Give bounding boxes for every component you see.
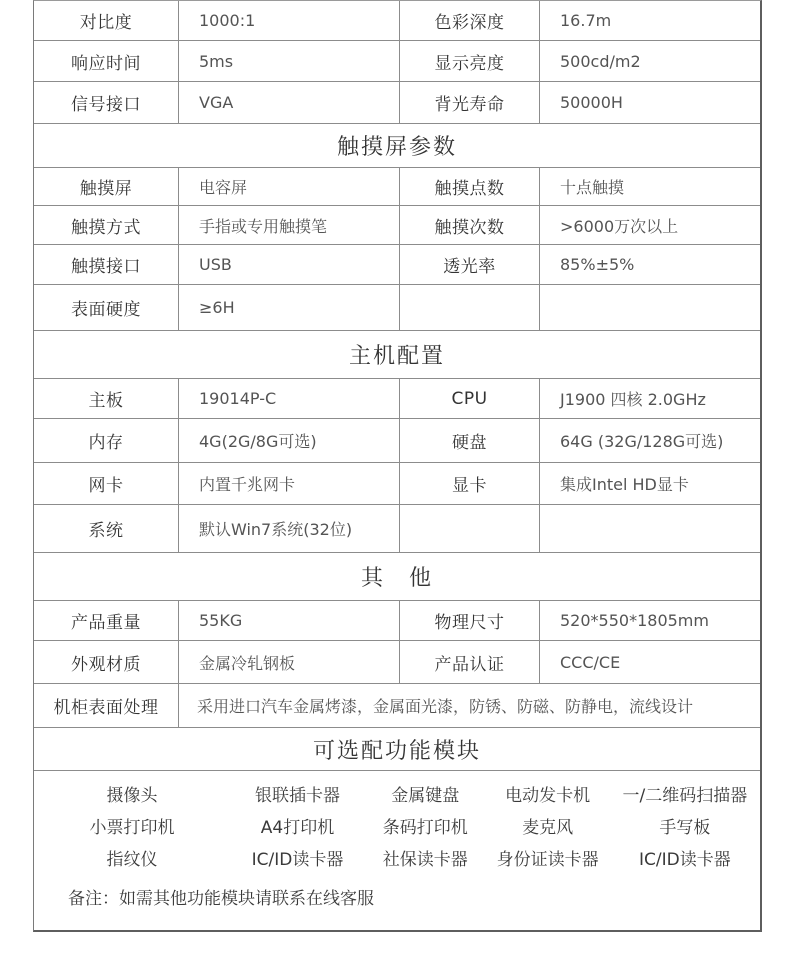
module-grid-row-3 xyxy=(34,841,760,873)
spec-label: 信号接口 xyxy=(71,95,141,115)
module-item: 小票打印机 xyxy=(89,817,175,838)
spec-row xyxy=(34,285,760,331)
spec-row xyxy=(34,245,760,285)
spec-value: 64G (32G/128G可选) xyxy=(539,419,760,462)
module-item: 指纹仪 xyxy=(106,849,158,870)
module-item: 社保读卡器 xyxy=(382,849,468,870)
spec-label: 主板 xyxy=(88,391,124,411)
section-title: 触摸屏参数 xyxy=(336,135,457,160)
spec-label: CPU xyxy=(399,379,539,418)
spec-value: CCC/CE xyxy=(539,641,760,683)
spec-label: 透光率 xyxy=(399,245,539,284)
spec-value: ≥6H xyxy=(178,285,399,330)
spec-value: 520*550*1805mm xyxy=(539,601,760,640)
spec-value: 内置千兆网卡 xyxy=(178,463,399,504)
spec-value: 金属冷轧钢板 xyxy=(178,641,399,683)
spec-label: 对比度 xyxy=(79,13,133,33)
spec-label: 触摸屏 xyxy=(79,179,133,199)
module-grid-row-1 xyxy=(34,777,760,809)
spec-label xyxy=(399,285,539,330)
spec-label: 系统 xyxy=(88,521,124,541)
spec-value: 500cd/m2 xyxy=(539,41,760,81)
module-item: 身份证读卡器 xyxy=(496,849,599,870)
spec-value: 5ms xyxy=(178,41,399,81)
spec-row xyxy=(34,206,760,245)
spec-row xyxy=(34,41,760,82)
module-item: A4打印机 xyxy=(260,817,335,838)
section-header-optional-modules xyxy=(34,728,760,771)
spec-row xyxy=(34,641,760,684)
spec-label: 内存 xyxy=(88,433,124,453)
spec-label: 硬盘 xyxy=(399,419,539,462)
spec-value xyxy=(539,505,760,552)
product-spec-table xyxy=(33,0,762,932)
spec-row xyxy=(34,168,760,206)
spec-row xyxy=(34,1,760,41)
spec-value: 19014P-C xyxy=(178,379,399,418)
section-title: 其 他 xyxy=(360,566,433,591)
spec-value: 电容屏 xyxy=(178,168,399,205)
spec-value: USB xyxy=(178,245,399,284)
module-item: IC/ID读卡器 xyxy=(638,849,731,870)
module-item: 条码打印机 xyxy=(382,817,468,838)
spec-row xyxy=(34,601,760,641)
spec-label: 背光寿命 xyxy=(399,82,539,123)
spec-value: 85%±5% xyxy=(539,245,760,284)
spec-value: >6000万次以上 xyxy=(539,206,760,244)
module-item: 金属键盘 xyxy=(391,785,460,806)
spec-label: 网卡 xyxy=(88,476,124,496)
spec-row xyxy=(34,419,760,463)
spec-value: 手指或专用触摸笔 xyxy=(178,206,399,244)
spec-value: 16.7m xyxy=(539,1,760,40)
module-item: 麦克风 xyxy=(522,817,574,838)
spec-row xyxy=(34,505,760,553)
spec-label: 产品认证 xyxy=(399,641,539,683)
spec-value: J1900 四核 2.0GHz xyxy=(539,379,760,418)
section-header-touchscreen xyxy=(34,124,760,168)
optional-modules-cell xyxy=(34,771,760,931)
spec-label: 外观材质 xyxy=(71,654,141,675)
spec-value: 55KG xyxy=(178,601,399,640)
spec-label: 表面硬度 xyxy=(71,300,141,320)
spec-label: 触摸点数 xyxy=(399,168,539,205)
module-item: 手写板 xyxy=(659,817,711,838)
spec-label: 响应时间 xyxy=(71,53,141,74)
module-item: 电动发卡机 xyxy=(505,785,591,806)
module-grid-row-2 xyxy=(34,809,760,841)
module-item: 摄像头 xyxy=(106,785,158,806)
module-item: 银联插卡器 xyxy=(255,785,341,806)
spec-value: 50000H xyxy=(539,82,760,123)
spec-value: VGA xyxy=(178,82,399,123)
spec-label: 触摸次数 xyxy=(399,206,539,244)
spec-value xyxy=(539,285,760,330)
spec-label: 物理尺寸 xyxy=(399,601,539,640)
section-title: 主机配置 xyxy=(348,344,445,369)
module-item: 一/二维码扫描器 xyxy=(622,785,748,806)
spec-value: 十点触摸 xyxy=(539,168,760,205)
section-title: 可选配功能模块 xyxy=(312,738,481,764)
spec-value: 默认Win7系统(32位) xyxy=(178,505,399,552)
spec-value: 采用进口汽车金属烤漆，金属面光漆，防锈、防磁、防静电，流线设计 xyxy=(178,684,760,727)
section-header-others xyxy=(34,553,760,601)
spec-row-cabinet-finish xyxy=(34,684,760,728)
spec-label: 显示亮度 xyxy=(399,41,539,81)
section-header-host-config xyxy=(34,331,760,379)
spec-value: 集成Intel HD显卡 xyxy=(539,463,760,504)
spec-value: 1000:1 xyxy=(178,1,399,40)
spec-label: 产品重量 xyxy=(71,613,141,633)
spec-value: 4G(2G/8G可选) xyxy=(178,419,399,462)
module-item: IC/ID读卡器 xyxy=(251,849,344,870)
note-text: 备注：如需其他功能模块请联系在线客服 xyxy=(68,888,374,909)
spec-label xyxy=(399,505,539,552)
spec-label: 触摸接口 xyxy=(71,257,141,277)
spec-label: 机柜表面处理 xyxy=(53,698,159,718)
spec-row xyxy=(34,379,760,419)
spec-label: 触摸方式 xyxy=(71,217,141,238)
spec-row xyxy=(34,82,760,124)
spec-label: 显卡 xyxy=(399,463,539,504)
spec-label: 色彩深度 xyxy=(399,1,539,40)
spec-row xyxy=(34,463,760,505)
